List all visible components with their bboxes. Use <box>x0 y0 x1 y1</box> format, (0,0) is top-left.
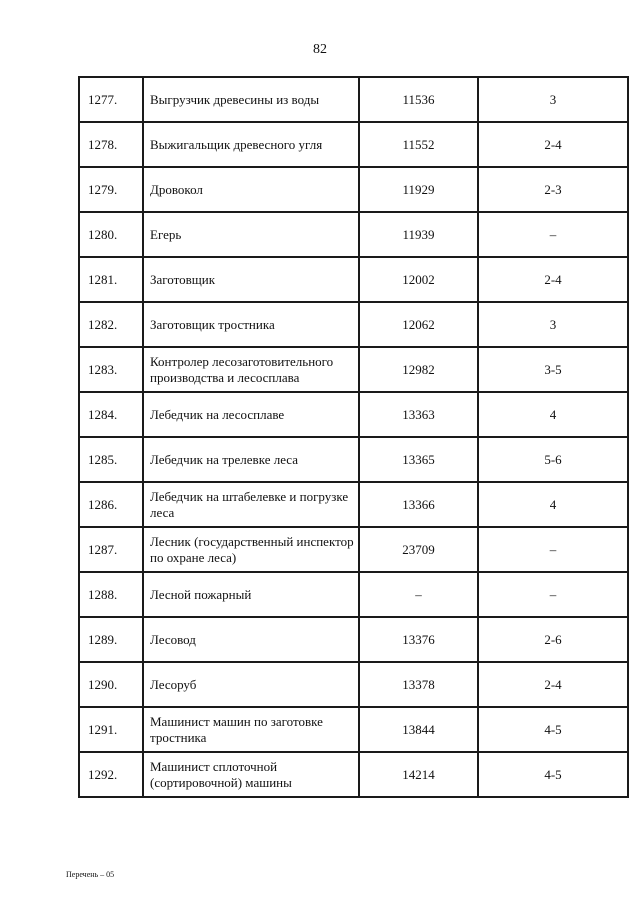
grade-range: 2-4 <box>478 257 628 302</box>
occupation-name: Лесной пожарный <box>143 572 359 617</box>
occupation-code: 11552 <box>359 122 478 167</box>
occupation-code: 13376 <box>359 617 478 662</box>
occupation-name: Выжигальщик древесного угля <box>143 122 359 167</box>
row-number: 1277. <box>79 77 143 122</box>
page-footer: Перечень – 05 <box>66 870 115 879</box>
table-row <box>79 302 628 347</box>
grade-range: 3 <box>478 302 628 347</box>
occupation-name: Лебедчик на лесосплаве <box>143 392 359 437</box>
row-number: 1284. <box>79 392 143 437</box>
grade-range: 2-3 <box>478 167 628 212</box>
occupation-code: 12982 <box>359 347 478 392</box>
table-row <box>79 482 628 527</box>
occupation-name: Заготовщик тростника <box>143 302 359 347</box>
grade-range: – <box>478 212 628 257</box>
row-number: 1285. <box>79 437 143 482</box>
table-row <box>79 257 628 302</box>
table-row <box>79 167 628 212</box>
grade-range: 4-5 <box>478 707 628 752</box>
occupation-name: Выгрузчик древесины из воды <box>143 77 359 122</box>
grade-range: 4 <box>478 392 628 437</box>
occupation-code: 23709 <box>359 527 478 572</box>
table-row <box>79 617 628 662</box>
occupation-code: 11929 <box>359 167 478 212</box>
table-body <box>79 77 628 797</box>
occupation-name: Заготовщик <box>143 257 359 302</box>
table-row <box>79 392 628 437</box>
occupation-code: 13844 <box>359 707 478 752</box>
occupation-code: 14214 <box>359 752 478 797</box>
occupation-code: 11939 <box>359 212 478 257</box>
row-number: 1287. <box>79 527 143 572</box>
row-number: 1291. <box>79 707 143 752</box>
row-number: 1289. <box>79 617 143 662</box>
row-number: 1280. <box>79 212 143 257</box>
table-row <box>79 437 628 482</box>
grade-range: 4 <box>478 482 628 527</box>
row-number: 1278. <box>79 122 143 167</box>
grade-range: 2-4 <box>478 122 628 167</box>
grade-range: 2-6 <box>478 617 628 662</box>
occupation-code: – <box>359 572 478 617</box>
occupation-name: Егерь <box>143 212 359 257</box>
table-row <box>79 707 628 752</box>
occupation-name: Лебедчик на штабелевке и погрузке леса <box>143 482 359 527</box>
occupation-name: Машинист машин по заготовке тростника <box>143 707 359 752</box>
occupation-name: Дровокол <box>143 167 359 212</box>
occupation-code: 11536 <box>359 77 478 122</box>
occupation-code: 12062 <box>359 302 478 347</box>
occupation-name: Лесник (государственный инспектор по охране леса) <box>143 527 359 572</box>
table-row <box>79 662 628 707</box>
table-row <box>79 527 628 572</box>
occupation-name: Лесовод <box>143 617 359 662</box>
row-number: 1290. <box>79 662 143 707</box>
grade-range: 5-6 <box>478 437 628 482</box>
grade-range: 2-4 <box>478 662 628 707</box>
grade-range: – <box>478 572 628 617</box>
page-number: 82 <box>313 42 327 57</box>
row-number: 1288. <box>79 572 143 617</box>
row-number: 1292. <box>79 752 143 797</box>
occupation-code: 13365 <box>359 437 478 482</box>
row-number: 1279. <box>79 167 143 212</box>
grade-range: 3 <box>478 77 628 122</box>
occupation-code: 12002 <box>359 257 478 302</box>
row-number: 1282. <box>79 302 143 347</box>
occupation-code: 13366 <box>359 482 478 527</box>
occupation-name: Лебедчик на трелевке леса <box>143 437 359 482</box>
table-row <box>79 572 628 617</box>
occupation-name: Лесоруб <box>143 662 359 707</box>
row-number: 1286. <box>79 482 143 527</box>
row-number: 1283. <box>79 347 143 392</box>
grade-range: 4-5 <box>478 752 628 797</box>
row-number: 1281. <box>79 257 143 302</box>
occupation-code: 13363 <box>359 392 478 437</box>
table-row <box>79 752 628 797</box>
table-row <box>79 212 628 257</box>
occupation-code: 13378 <box>359 662 478 707</box>
grade-range: 3-5 <box>478 347 628 392</box>
occupation-table <box>78 76 629 798</box>
grade-range: – <box>478 527 628 572</box>
occupation-name: Контролер лесозаготовительного производства и лесосплава <box>143 347 359 392</box>
occupation-name: Машинист сплоточной (сортировочной) машины <box>143 752 359 797</box>
table-row <box>79 77 628 122</box>
table-row <box>79 347 628 392</box>
table-row <box>79 122 628 167</box>
